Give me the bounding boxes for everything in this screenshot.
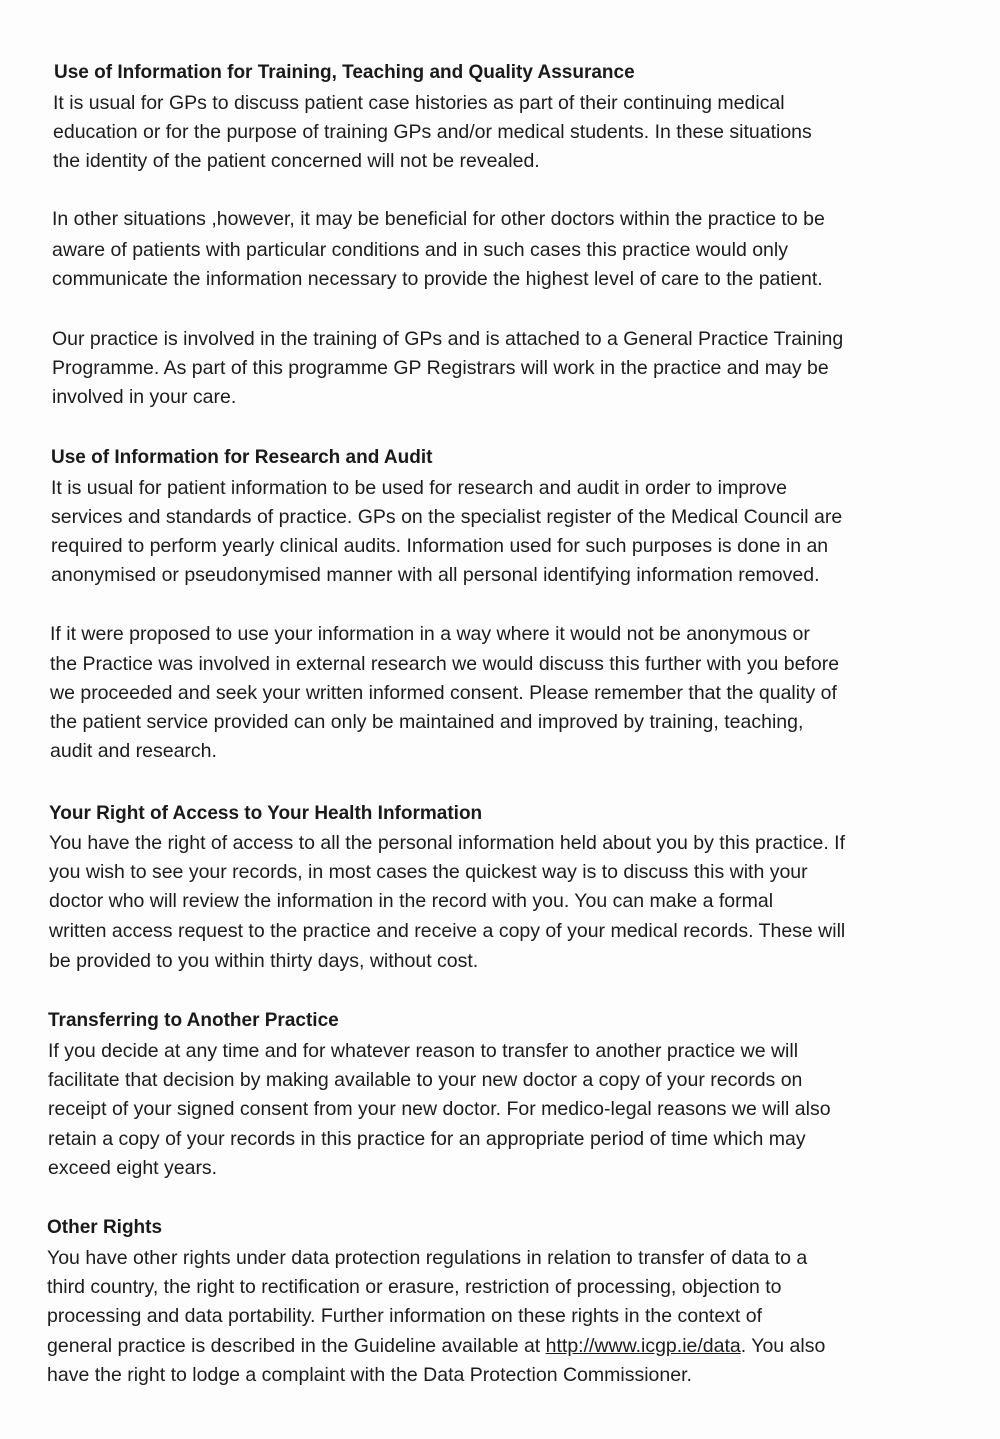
text-line: services and standards of practice. GPs on the specialist register of the Medical Council are <box>51 506 843 528</box>
text-line <box>47 1335 825 1358</box>
text-line: You have the right of access to all the personal information held about you by this practice. If <box>49 832 846 854</box>
section-heading: Other Rights <box>47 1217 163 1238</box>
text-line: In other situations ,however, it may be beneficial for other doctors within the practice to be <box>52 208 825 230</box>
text-line: retain a copy of your records in this practice for an appropriate period of time which may <box>48 1128 806 1150</box>
text-line: You have other rights under data protection regulations in relation to transfer of data to a <box>47 1247 808 1269</box>
text-line: you wish to see your records, in most cases the quickest way is to discuss this with your <box>49 861 808 883</box>
text-line: the Practice was involved in external research we would discuss this further with you before <box>50 653 840 675</box>
text-line: doctor who will review the information in the record with you. You can make a formal <box>49 890 774 912</box>
text-line: communicate the information necessary to provide the highest level of care to the patient. <box>52 268 823 290</box>
text-line: have the right to lodge a complaint with the Data Protection Commissioner. <box>47 1364 692 1386</box>
section-heading: Use of Information for Training, Teaching and Quality Assurance <box>54 62 635 83</box>
text-line: the patient service provided can only be maintained and improved by training, teaching, <box>50 711 804 733</box>
text-line: required to perform yearly clinical audits. Information used for such purposes is done in an <box>51 535 829 557</box>
text-line: anonymised or pseudonymised manner with all personal identifying information removed. <box>51 564 820 586</box>
text-line: It is usual for patient information to be used for research and audit in order to improve <box>51 477 787 499</box>
text-line: If it were proposed to use your information in a way where it would not be anonymous or <box>50 623 810 645</box>
section-heading: Use of Information for Research and Audit <box>51 447 433 468</box>
text-line: education or for the purpose of training GPs and/or medical students. In these situations <box>53 121 812 143</box>
text-line: It is usual for GPs to discuss patient case histories as part of their continuing medical <box>53 92 785 114</box>
text-line: Programme. As part of this programme GP Registrars will work in the practice and may be <box>52 357 829 379</box>
text-line: be provided to you within thirty days, without cost. <box>49 950 479 972</box>
text-line: third country, the right to rectification or erasure, restriction of processing, objection to <box>47 1276 782 1298</box>
text-line: written access request to the practice and receive a copy of your medical records. These will <box>49 920 846 942</box>
section-heading: Your Right of Access to Your Health Information <box>49 803 483 824</box>
text-line: receipt of your signed consent from your new doctor. For medico-legal reasons we will also <box>48 1098 831 1120</box>
icgp-data-link[interactable]: http://www.icgp.ie/data <box>545 1335 741 1357</box>
text-line: If you decide at any time and for whatever reason to transfer to another practice we will <box>48 1040 799 1062</box>
text-line: exceed eight years. <box>48 1157 218 1179</box>
text-line: processing and data portability. Further information on these rights in the context of <box>47 1305 763 1327</box>
text-line: audit and research. <box>50 740 217 762</box>
text-fragment: . You also <box>740 1335 826 1357</box>
text-line: facilitate that decision by making available to your new doctor a copy of your records on <box>48 1069 803 1091</box>
section-heading: Transferring to Another Practice <box>48 1010 339 1031</box>
text-fragment: general practice is described in the Guideline available at <box>47 1335 546 1357</box>
text-line: Our practice is involved in the training of GPs and is attached to a General Practice Training <box>52 328 844 350</box>
text-line: the identity of the patient concerned will not be revealed. <box>53 150 540 172</box>
text-line: we proceeded and seek your written informed consent. Please remember that the quality of <box>50 682 837 704</box>
text-line: aware of patients with particular conditions and in such cases this practice would only <box>52 239 788 261</box>
text-line: involved in your care. <box>52 386 237 408</box>
